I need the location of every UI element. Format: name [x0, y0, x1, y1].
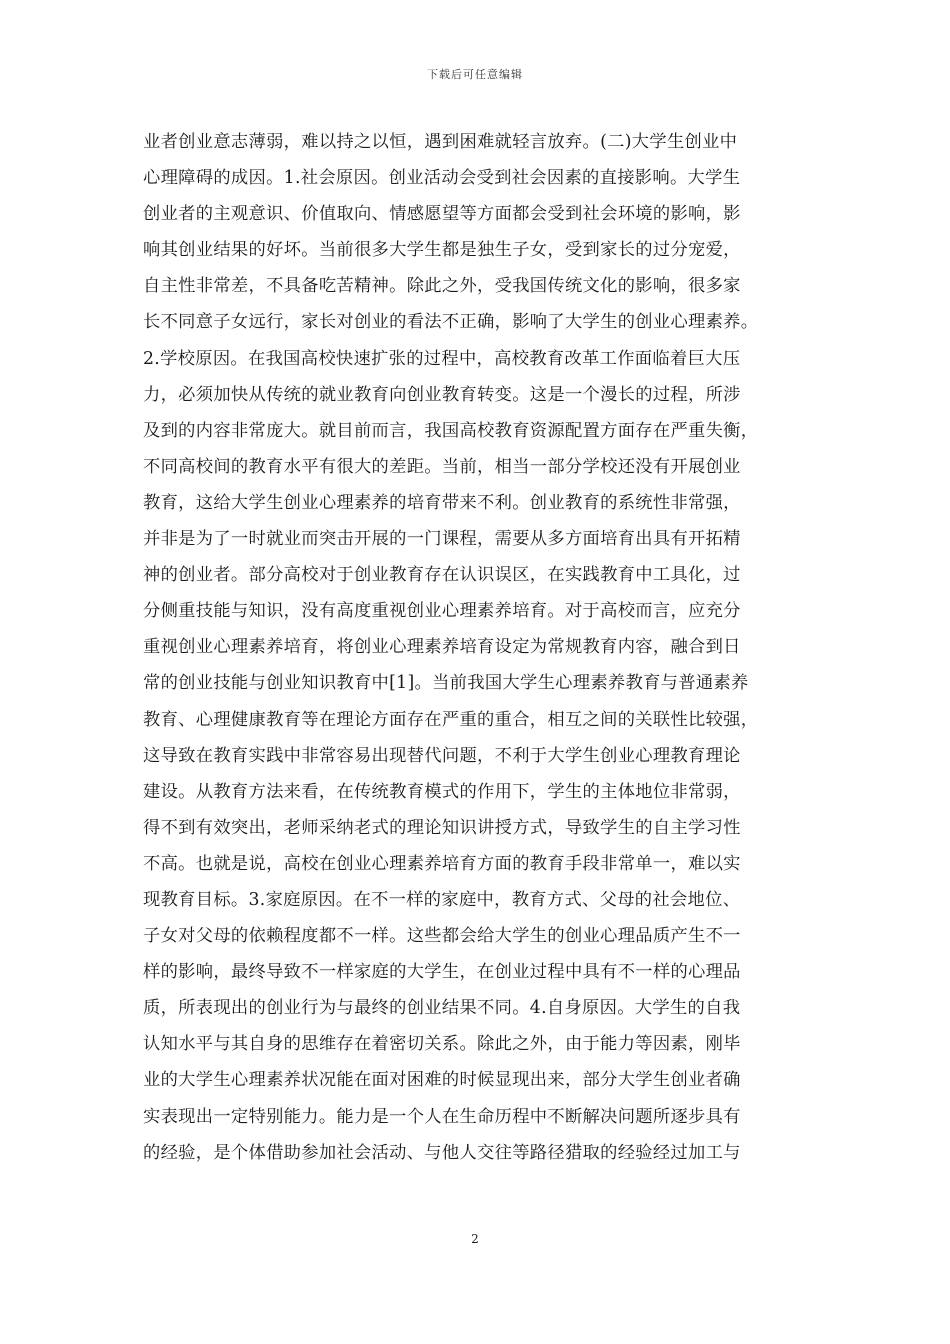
- text-line: 自主性非常差，不具备吃苦精神。除此之外，受我国传统文化的影响，很多家: [143, 276, 741, 297]
- text-line: 的经验，是个体借助参加社会活动、与他人交往等路径猎取的经验经过加工与: [143, 1142, 741, 1163]
- text-line: 认知水平与其自身的思维存在着密切关系。除此之外，由于能力等因素，刚毕: [143, 1034, 741, 1055]
- text-line: 长不同意子女远行，家长对创业的看法不正确，影响了大学生的创业心理素养。: [143, 312, 759, 333]
- text-line: 子女对父母的依赖程度都不一样。这些都会给大学生的创业心理品质产生不一: [143, 926, 741, 947]
- text-line: 实表现出一定特别能力。能力是一个人在生命历程中不断解决问题所逐步具有: [143, 1106, 741, 1127]
- text-line: 神的创业者。部分高校对于创业教育存在认识误区，在实践教育中工具化，过: [143, 565, 741, 586]
- text-line: 力，必须加快从传统的就业教育向创业教育转变。这是一个漫长的过程，所涉: [143, 384, 741, 405]
- text-line: 得不到有效突出，老师采纳老式的理论知识讲授方式，导致学生的自主学习性: [143, 817, 741, 838]
- text-line: 分侧重技能与知识，没有高度重视创业心理素养培育。对于高校而言，应充分: [143, 601, 741, 622]
- text-line: 不高。也就是说，高校在创业心理素养培育方面的教育手段非常单一，难以实: [143, 853, 741, 874]
- text-line: 教育、心理健康教育等在理论方面存在严重的重合，相互之间的关联性比较强，: [143, 709, 759, 730]
- text-line: 这导致在教育实践中非常容易出现替代问题，不利于大学生创业心理教育理论: [143, 745, 741, 766]
- text-line: 及到的内容非常庞大。就目前而言，我国高校教育资源配置方面存在严重失衡，: [143, 420, 759, 441]
- text-line: 心理障碍的成因。1.社会原因。创业活动会受到社会因素的直接影响。大学生: [143, 168, 741, 189]
- text-line: 业者创业意志薄弱，难以持之以恒，遇到困难就轻言放弃。(二)大学生创业中: [143, 132, 738, 152]
- text-line: 质，所表现出的创业行为与最终的创业结果不同。4.自身原因。大学生的自我: [143, 998, 741, 1019]
- text-line: 2.学校原因。在我国高校快速扩张的过程中，高校教育改革工作面临着巨大压: [143, 348, 741, 369]
- text-line: 教育，这给大学生创业心理素养的培育带来不利。创业教育的系统性非常强，: [143, 492, 741, 513]
- page-number: 2: [471, 1232, 479, 1246]
- text-line: 创业者的主观意识、价值取向、情感愿望等方面都会受到社会环境的影响，影: [143, 204, 741, 225]
- text-line: 常的创业技能与创业知识教育中[1]。当前我国大学生心理素养教育与普通素养: [143, 673, 749, 694]
- page-header: 下载后可任意编辑: [427, 68, 523, 81]
- text-line: 样的影响，最终导致不一样家庭的大学生，在创业过程中具有不一样的心理品: [143, 962, 741, 983]
- text-line: 现教育目标。3.家庭原因。在不一样的家庭中，教育方式、父母的社会地位、: [143, 889, 741, 910]
- body-text: [143, 124, 813, 1171]
- text-line: 响其创业结果的好坏。当前很多大学生都是独生子女，受到家长的过分宠爱，: [143, 240, 741, 261]
- text-line: 并非是为了一时就业而突击开展的一门课程，需要从多方面培育出具有开拓精: [143, 529, 741, 550]
- text-line: 不同高校间的教育水平有很大的差距。当前，相当一部分学校还没有开展创业: [143, 456, 741, 477]
- text-line: 建设。从教育方法来看，在传统教育模式的作用下，学生的主体地位非常弱，: [143, 781, 741, 802]
- text-line: 重视创业心理素养培育，将创业心理素养培育设定为常规教育内容，融合到日: [143, 637, 741, 658]
- text-line: 业的大学生心理素养状况能在面对困难的时候显现出来，部分大学生创业者确: [143, 1070, 741, 1091]
